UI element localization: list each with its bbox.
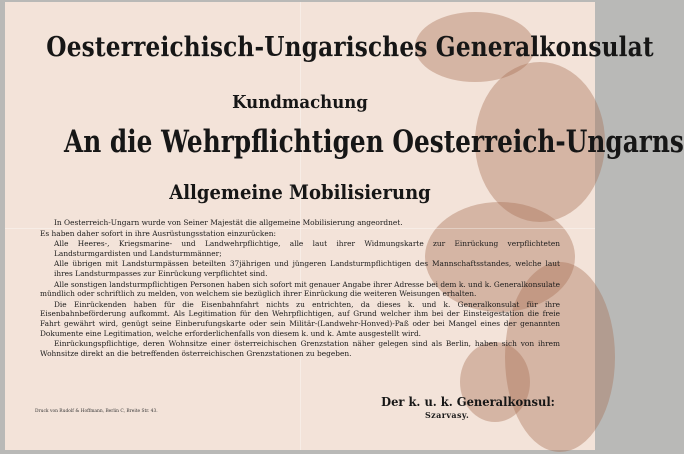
paragraph: Alle Heeres-, Kriegsmarine- und Landwehrpflichtige, alle laut ihrer Widmungskarte zur Einrückung verpflichteten Landsturmgardisten und Landsturmmänner; xyxy=(54,239,560,258)
paragraph: Alle übrigen mit Landsturmpässen beteilten 37jährigen und jüngeren Landsturmpflichtigen des Mannschaftsstandes, welche laut ihres Landsturmpasses zur Einrückung verpflichtet sind. xyxy=(54,259,560,278)
paragraph: Die Einrückenden haben für die Eisenbahnfahrt nichts zu entrichten, da dieses k. und k. Generalkonsulat für ihre Eisenbahnbeförderung aufkommt. Als Legitimation für den Wehrpflichtigen, auf Grund welcher ihm bei der Einsteigestation die freie Fahrt gewährt wird, genügt seine Einberufungskarte oder sein Militär-(Landwehr-Honved)-Paß oder bei Mangel eines der genannten Dokumente eine Legitimation, welche erforderlichenfalls von diesem k. und k. Amte ausgestellt wird. xyxy=(40,299,560,338)
mobilization-heading: Allgemeine Mobilisierung xyxy=(169,180,431,204)
consulate-heading: Oesterreichisch-Ungarisches Generalkonsulat xyxy=(46,32,654,63)
signature-title: Der k. u. k. Generalkonsul: xyxy=(381,394,555,409)
paragraph: In Oesterreich-Ungarn wurde von Seiner Majestät die allgemeine Mobilisierung angeordnet. xyxy=(54,218,403,227)
printer-imprint: Druck von Rudolf & Hoffmann, Berlin C, Breite Str. 43. xyxy=(35,409,158,414)
paragraph: Es haben daher sofort in ihre Ausrüstungsstation einzurücken: xyxy=(40,228,276,238)
recipients-heading: An die Wehrpflichtigen Oesterreich-Ungarns xyxy=(64,124,684,160)
proclamation-heading: Kundmachung xyxy=(232,92,368,113)
paragraph: Alle sonstigen landsturmpflichtigen Personen haben sich sofort mit genauer Angabe ihrer Adresse bei dem k. und k. Generalkonsulate mündlich oder schriftlich zu melden, von welchem sie bezüglich ihrer Einrückung die weiteren Weisungen erhalten. xyxy=(40,279,560,299)
proclamation-body xyxy=(40,218,560,359)
proclamation-poster xyxy=(5,2,684,450)
signature-name: Szarvasy. xyxy=(425,410,470,420)
paragraph: Einrückungspflichtige, deren Wohnsitze einer österreichischen Grenzstation näher gelegen sind als Berlin, haben sich von ihrem Wohnsitze direkt an die betreffenden österreichischen Grenzstationen zu begeben. xyxy=(40,339,560,358)
